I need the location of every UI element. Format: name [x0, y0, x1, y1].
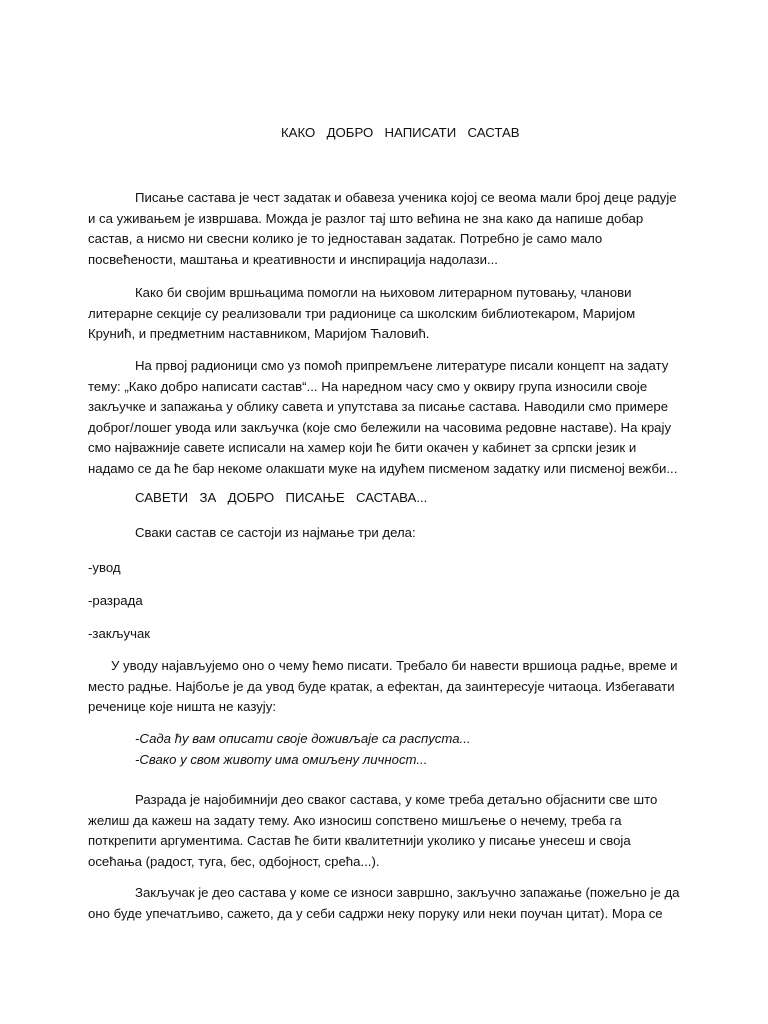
- paragraph-first-workshop: На првој радионици смо уз помоћ припремљене литературе писали концепт на задату тему: „Како добро написати састав“... На наредном часу смо у оквиру група износили своје закључке и запажања у облику савета и упутстава за писање састава. Наводили смо примере доброг/лошег увода или закључка (које смо бележили на часовима редовне наставе). На крају смо најважније савете исписали на хамер који ће бити окачен у кабинет за српски језик и надамо се да ће бар некоме олакшати муке на идућем писменом задатку или писменој вежби...: [88, 358, 678, 476]
- example-sentence-1: -Сада ћу вам описати своје доживљаје са распуста...: [135, 731, 471, 746]
- example-sentence-2: -Свако у свом животу има омиљену личност...: [135, 752, 428, 767]
- paragraph-introduction-advice: У уводу најављујемо оно о чему ћемо писати. Требало би навести вршиоца радње, време и место радње. Најбоље је да увод буде кратак, а ефектан, да заинтересује читаоца. Избегавати реченице које ништа не казују:: [88, 658, 678, 714]
- list-item-conclusion: -закључак: [88, 626, 151, 641]
- list-item-body: -разрада: [88, 593, 143, 608]
- section-heading-advice: САВЕТИ ЗА ДОБРО ПИСАЊЕ САСТАВА...: [135, 490, 428, 505]
- paragraph-parts: Сваки састав се састоји из најмање три дела:: [135, 525, 416, 540]
- paragraph-body-advice: Разрада је најобимнији део сваког састава, у коме треба детаљно објаснити све што желиш да кажеш на задату тему. Ако износиш сопствено мишљење о нечему, треба га поткрепити аргументима. Састав ће бити квалитетнији уколико у писање унесеш и своја осећања (радост, туга, бес, одбојност, срећа...).: [88, 792, 658, 869]
- paragraph-intro: Писање састава је чест задатак и обавеза ученика којој се веома мали број деце радује и са уживањем је извршава. Можда је разлог тај што већина не зна како да напише добар састав, а нисмо ни свесни колико је то једноставан задатак. Потребно је само мало посвећености, маштања и креативности и инспирација надолази...: [88, 190, 677, 267]
- paragraph-conclusion-advice: Закључак је део састава у коме се износи завршно, закључно запажање (пожељно је да оно буде упечатљиво, сажето, да у себи садржи неку поруку или неки поучан цитат). Мора се: [88, 885, 680, 921]
- list-item-intro: -увод: [88, 560, 121, 575]
- document-title: КАКО ДОБРО НАПИСАТИ САСТАВ: [281, 125, 520, 140]
- paragraph-workshops: Како би својим вршњацима помогли на њиховом литерарном путовању, чланови литерарне секције су реализовали три радионице са школским библиотекаром, Маријом Крунић, и предметним наставником, Маријом Ћаловић.: [88, 285, 636, 341]
